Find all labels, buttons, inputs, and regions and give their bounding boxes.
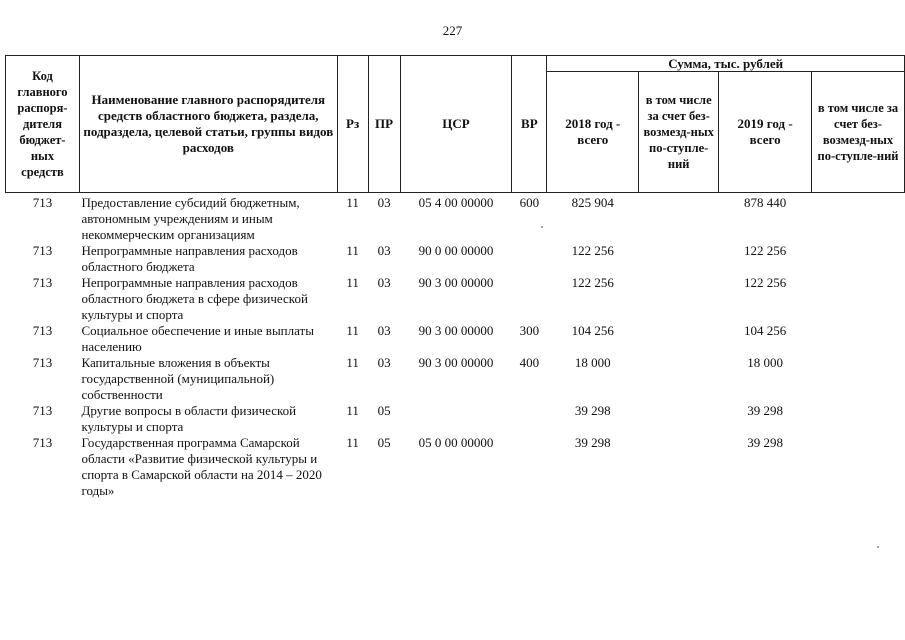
cell-vr: 600	[519, 195, 540, 210]
cell-code: 713	[32, 403, 53, 418]
header-pr: ПР	[368, 56, 400, 193]
cell-2019-free	[812, 243, 905, 275]
cell-2018-free	[639, 243, 719, 275]
header-2018-total: 2018 год - всего	[547, 72, 639, 193]
cell-2018-total: 39 298	[574, 435, 611, 450]
cell-2018-free	[639, 355, 719, 403]
cell-2019-free	[812, 355, 905, 403]
page-number: 227	[442, 23, 463, 38]
cell-2019-total: 104 256	[743, 323, 787, 338]
cell-2018-free	[639, 435, 719, 499]
cell-csr: 90 0 00 00000	[418, 243, 494, 258]
table-row	[6, 403, 905, 435]
header-2019-total: 2019 год - всего	[719, 72, 812, 193]
cell-name: Государственная программа Самарской области «Развитие физической культуры и спорта в Самарской области на 2014 – 2020 годы»	[81, 435, 322, 498]
scan-speck	[541, 226, 543, 228]
cell-2018-total: 39 298	[574, 403, 611, 418]
cell-pr: 03	[377, 355, 391, 370]
cell-name: Непрограммные направления расходов областного бюджета	[81, 243, 298, 274]
cell-name: Социальное обеспечение и иные выплаты населению	[81, 323, 314, 354]
cell-2018-total: 825 904	[571, 195, 614, 210]
cell-csr: 90 3 00 00000	[418, 275, 494, 290]
cell-2018-total: 122 256	[571, 275, 614, 290]
cell-rz: 11	[346, 403, 359, 418]
cell-2019-free	[812, 435, 905, 499]
cell-rz: 11	[346, 435, 359, 450]
table-row	[6, 323, 905, 355]
cell-code: 713	[32, 195, 53, 210]
cell-pr: 05	[377, 435, 391, 450]
cell-pr: 03	[377, 243, 391, 258]
scan-speck	[877, 546, 879, 548]
cell-code: 713	[32, 323, 53, 338]
cell-2018-free	[639, 323, 719, 355]
header-vr: ВР	[512, 56, 547, 193]
cell-2019-total: 39 298	[747, 403, 783, 418]
cell-2019-free	[812, 275, 905, 323]
cell-name: Капитальные вложения в объекты государственной (муниципальной) собственности	[81, 355, 275, 402]
header-name: Наименование главного распорядителя средств областного бюджета, раздела, подраздела, целевой статьи, группы видов расходов	[79, 56, 337, 193]
cell-vr: 300	[519, 323, 540, 338]
header-sum: Сумма, тыс. рублей	[547, 56, 905, 72]
cell-name: Непрограммные направления расходов областного бюджета в сфере физической культуры и спорта	[81, 275, 308, 322]
cell-code: 713	[32, 435, 53, 450]
header-2019-free: в том числе за счет без-возмезд-ных по-ступле-ний	[812, 72, 905, 193]
cell-rz: 11	[346, 275, 359, 290]
header-csr: ЦСР	[400, 56, 512, 193]
cell-2018-total: 104 256	[571, 323, 614, 338]
cell-vr	[512, 243, 547, 275]
cell-2018-free	[639, 403, 719, 435]
cell-2019-total: 878 440	[743, 195, 787, 210]
cell-rz: 11	[346, 195, 359, 210]
cell-name: Другие вопросы в области физической культуры и спорта	[81, 403, 297, 434]
cell-vr: 400	[519, 355, 540, 370]
table-row	[6, 355, 905, 403]
cell-2019-total: 122 256	[743, 243, 787, 258]
cell-2019-total: 39 298	[747, 435, 783, 450]
cell-2018-total: 18 000	[574, 355, 611, 370]
header-rz: Рз	[337, 56, 368, 193]
cell-code: 713	[32, 243, 53, 258]
table-row	[6, 275, 905, 323]
header-code: Код главного распоря-дителя бюджет-ных средств	[6, 56, 80, 193]
cell-csr: 90 3 00 00000	[418, 323, 494, 338]
header-2018-free: в том числе за счет без-возмезд-ных по-ступле-ний	[639, 72, 719, 193]
cell-code: 713	[32, 275, 53, 290]
cell-2019-total: 122 256	[743, 275, 787, 290]
table-row	[6, 435, 905, 499]
table-row	[6, 243, 905, 275]
cell-name: Предоставление субсидий бюджетным, автономным учреждениям и иным некоммерческим организациям	[81, 195, 300, 242]
cell-vr	[512, 435, 547, 499]
cell-rz: 11	[346, 323, 359, 338]
cell-csr	[400, 403, 512, 435]
cell-rz: 11	[346, 243, 359, 258]
budget-table	[5, 55, 905, 499]
cell-pr: 05	[377, 403, 391, 418]
cell-code: 713	[32, 355, 53, 370]
cell-pr: 03	[377, 323, 391, 338]
cell-vr	[512, 403, 547, 435]
cell-pr: 03	[377, 275, 391, 290]
cell-2019-free	[812, 403, 905, 435]
cell-2018-free	[639, 275, 719, 323]
cell-2018-free	[639, 193, 719, 244]
cell-csr: 05 4 00 00000	[418, 195, 494, 210]
cell-vr	[512, 275, 547, 323]
cell-2019-total: 18 000	[747, 355, 783, 370]
table-row	[6, 193, 905, 244]
cell-csr: 05 0 00 00000	[418, 435, 494, 450]
cell-2019-free	[812, 323, 905, 355]
cell-csr: 90 3 00 00000	[418, 355, 494, 370]
cell-2018-total: 122 256	[571, 243, 614, 258]
cell-pr: 03	[377, 195, 391, 210]
cell-2019-free	[812, 193, 905, 244]
cell-rz: 11	[346, 355, 359, 370]
header-row	[6, 56, 905, 72]
